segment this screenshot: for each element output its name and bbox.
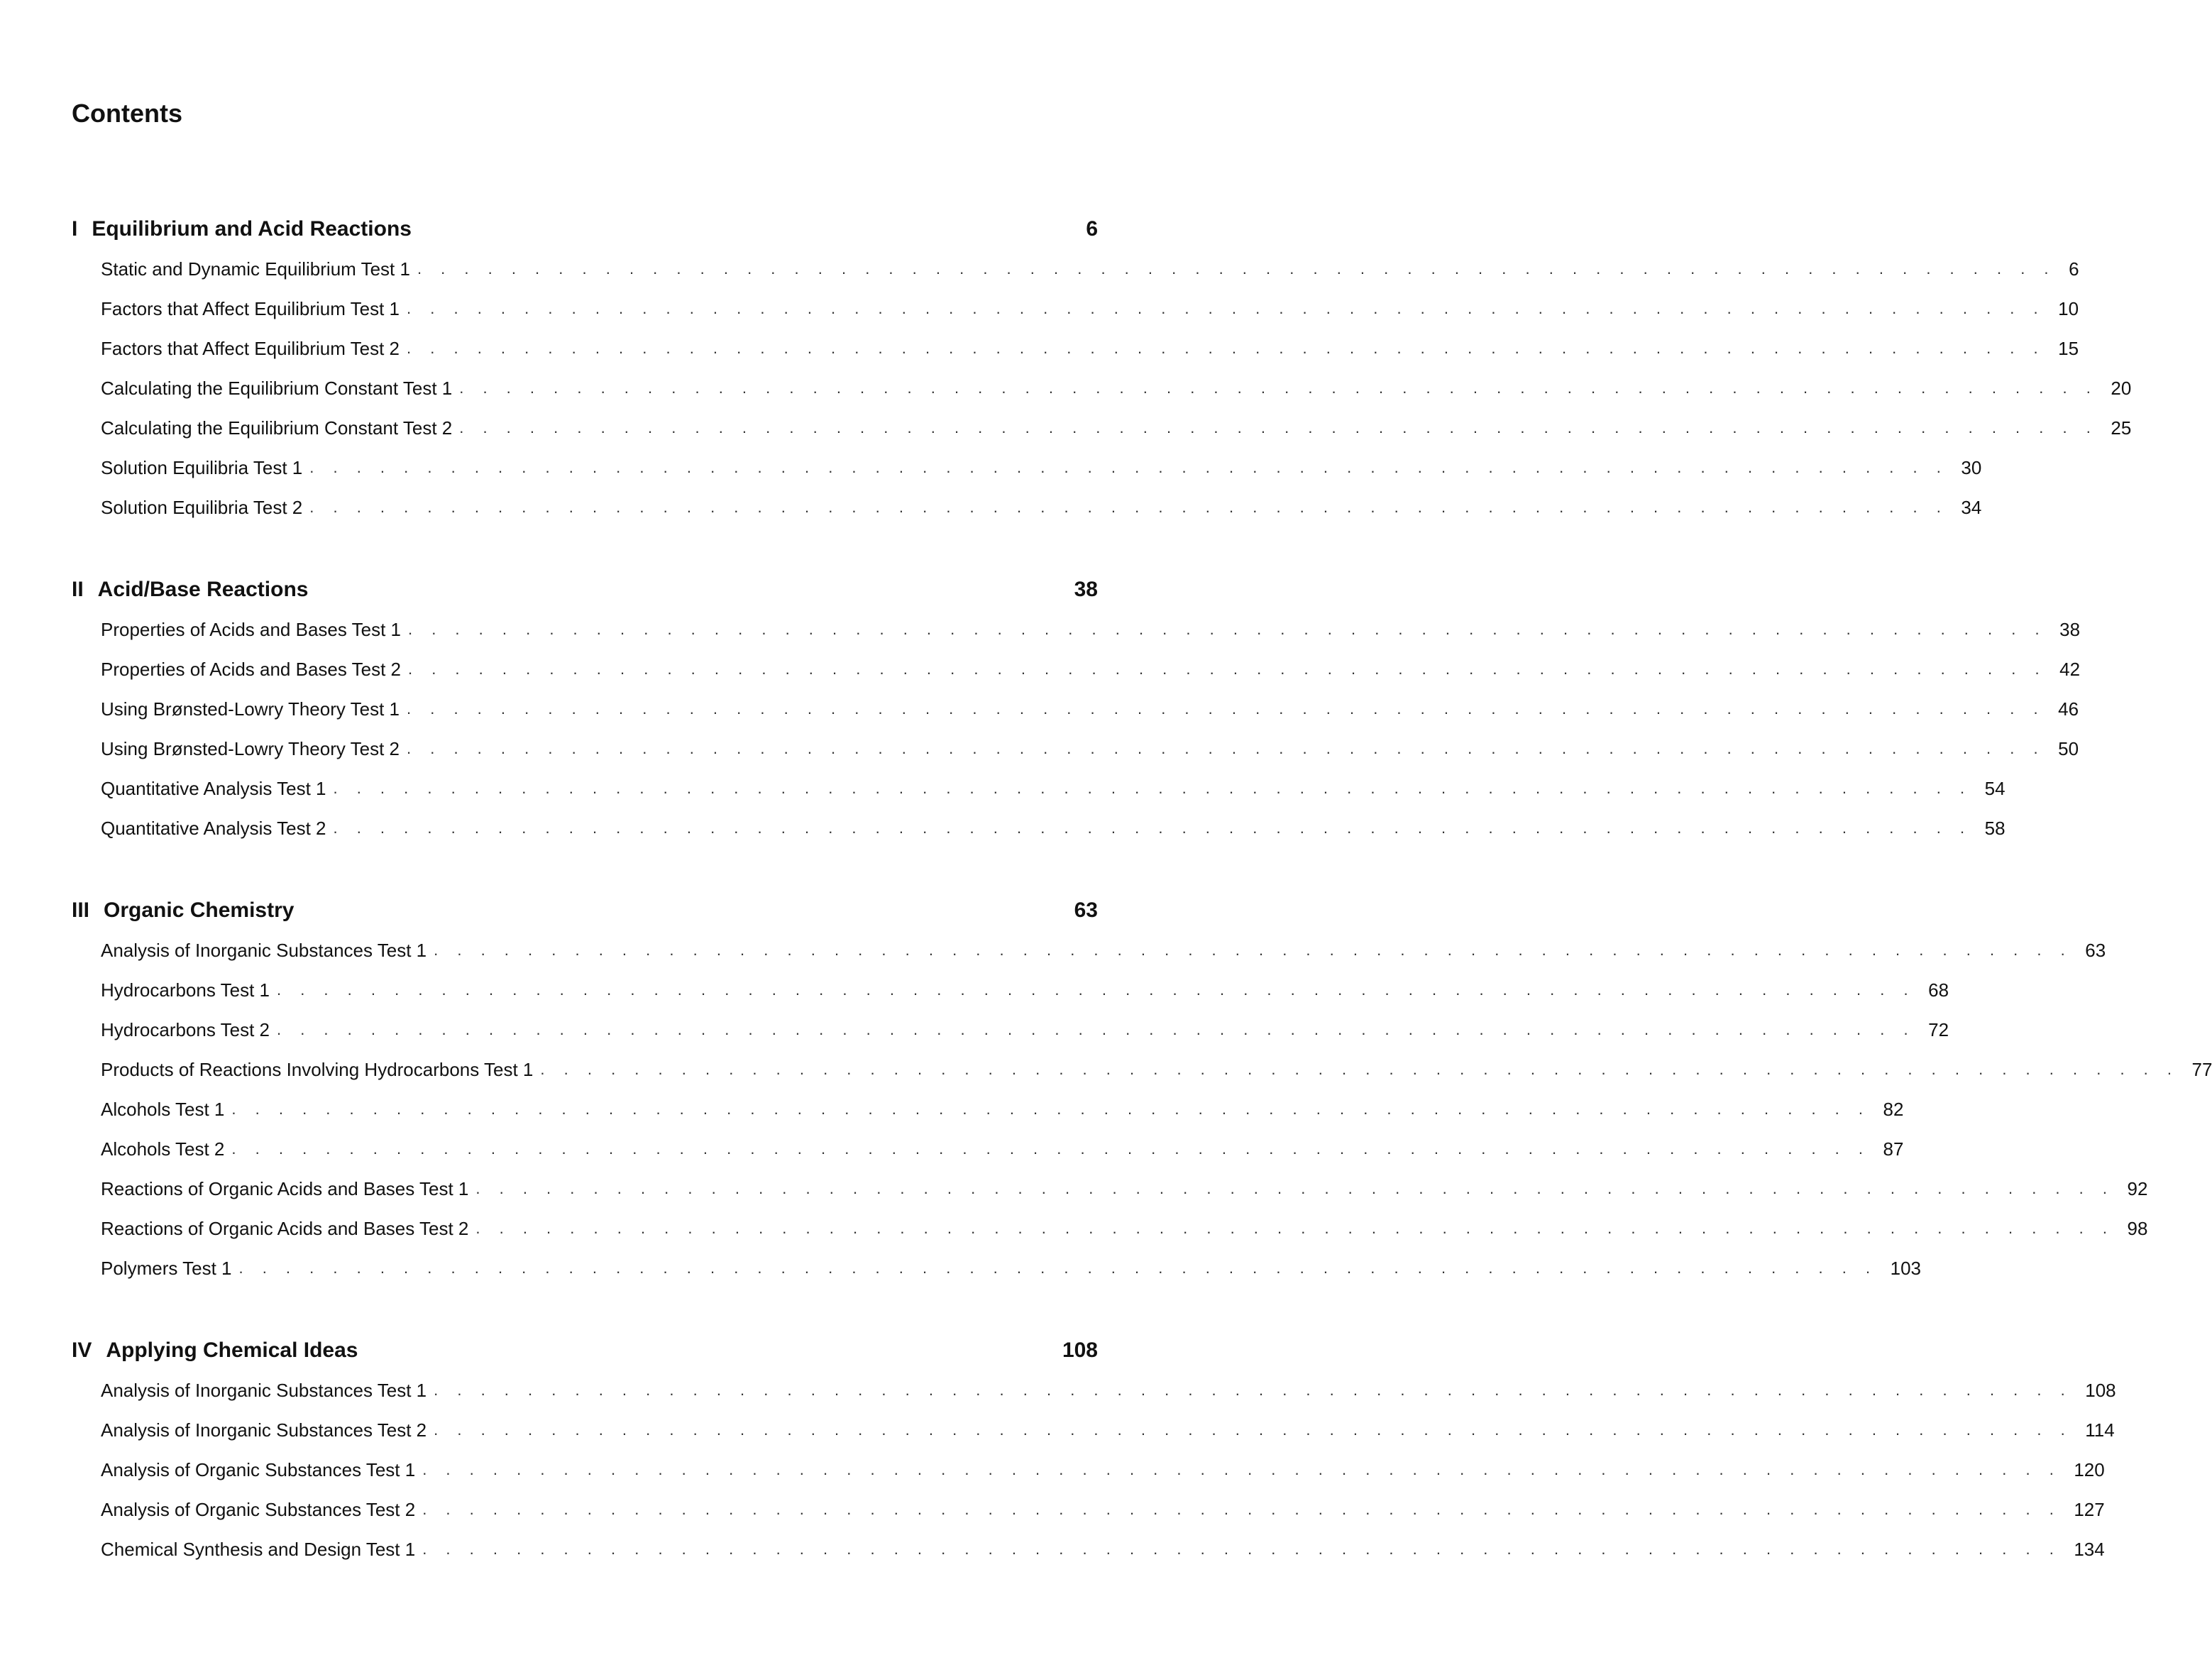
part-title: Applying Chemical Ideas (106, 1339, 358, 1362)
entry-title: Hydrocarbons Test 2 (101, 1018, 270, 1040)
entry-page-number: 20 (2111, 377, 2132, 399)
entry-title: Properties of Acids and Bases Test 1 (101, 618, 401, 640)
toc-part-1 (72, 209, 2132, 527)
entry-title: Hydrocarbons Test 1 (101, 979, 270, 1001)
toc-entry[interactable] (101, 329, 2079, 368)
toc-entry[interactable] (101, 610, 2081, 649)
toc-entry[interactable] (101, 1050, 2212, 1089)
entry-page-number: 114 (2085, 1419, 2115, 1441)
dot-leader: . . . . . . . . . . . . . . . . . . . . . . . . . . . . . . . . . . . . . . . . . . . . . . . . . . . . . . . . . . . . . . . . . . . . . . (333, 819, 1972, 837)
entry-page-number: 34 (1961, 496, 1982, 518)
toc-entry[interactable] (101, 1089, 1904, 1129)
toc-entry[interactable] (101, 1450, 2105, 1490)
entry-title: Products of Reactions Involving Hydrocarbons Test 1 (101, 1058, 534, 1080)
dot-leader: . . . . . . . . . . . . . . . . . . . . . . . . . . . . . . . . . . . . . . . . . . . . . . . . . . . . . . . . . . . . . . . . . . . . . . (231, 1100, 1871, 1118)
entry-title: Quantitative Analysis Test 1 (101, 777, 326, 799)
part-page-number: 38 (1074, 578, 1098, 601)
toc-entry[interactable] (101, 1248, 1921, 1288)
entry-page-number: 82 (1883, 1098, 1904, 1120)
dot-leader: . . . . . . . . . . . . . . . . . . . . . . . . . . . . . . . . . . . . . . . . . . . . . . . . . . . . . . . . . . . . . . . . . . . . . . (407, 299, 2046, 317)
dot-leader: . . . . . . . . . . . . . . . . . . . . . . . . . . . . . . . . . . . . . . . . . . . . . . . . . . . . . . . . . . . . . . . . . . . . . . (276, 981, 1916, 999)
entry-title: Analysis of Organic Substances Test 2 (101, 1498, 416, 1520)
dot-leader: . . . . . . . . . . . . . . . . . . . . . . . . . . . . . . . . . . . . . . . . . . . . . . . . . . . . . . . . . . . . . . . . . . . . . . (540, 1060, 2179, 1078)
toc-entry[interactable] (101, 808, 2005, 848)
dot-leader: . . . . . . . . . . . . . . . . . . . . . . . . . . . . . . . . . . . . . . . . . . . . . . . . . . . . . . . . . . . . . . . . . . . . . . (276, 1021, 1916, 1038)
dot-leader: . . . . . . . . . . . . . . . . . . . . . . . . . . . . . . . . . . . . . . . . . . . . . . . . . . . . . . . . . . . . . . . . . . . . . . (238, 1259, 1878, 1277)
entry-page-number: 63 (2085, 939, 2106, 961)
entry-page-number: 50 (2058, 737, 2079, 759)
entry-page-number: 42 (2059, 658, 2081, 680)
entry-page-number: 72 (1928, 1018, 1949, 1040)
dot-leader: . . . . . . . . . . . . . . . . . . . . . . . . . . . . . . . . . . . . . . . . . . . . . . . . . . . . . . . . . . . . . . . . . . . . . . (459, 419, 2098, 436)
entry-page-number: 30 (1961, 456, 1982, 478)
entry-title: Alcohols Test 2 (101, 1138, 225, 1160)
entry-title: Factors that Affect Equilibrium Test 2 (101, 337, 400, 359)
entry-title: Quantitative Analysis Test 2 (101, 817, 326, 839)
entry-page-number: 134 (2074, 1538, 2105, 1560)
toc-entry[interactable] (101, 1529, 2105, 1569)
toc-entry[interactable] (101, 448, 1982, 488)
part-title: Organic Chemistry (104, 898, 295, 922)
page-title: Contents (72, 99, 182, 128)
toc-part-2 (72, 570, 2081, 848)
entry-title: Chemical Synthesis and Design Test 1 (101, 1538, 416, 1560)
entry-title: Analysis of Inorganic Substances Test 1 (101, 939, 427, 961)
dot-leader: . . . . . . . . . . . . . . . . . . . . . . . . . . . . . . . . . . . . . . . . . . . . . . . . . . . . . . . . . . . . . . . . . . . . . . (422, 1461, 2062, 1478)
entry-title: Calculating the Equilibrium Constant Test 2 (101, 417, 453, 439)
entry-title: Solution Equilibria Test 1 (101, 456, 303, 478)
dot-leader: . . . . . . . . . . . . . . . . . . . . . . . . . . . . . . . . . . . . . . . . . . . . . . . . . . . . . . . . . . . . . . . . . . . . . . (434, 1381, 2073, 1399)
dot-leader: . . . . . . . . . . . . . . . . . . . . . . . . . . . . . . . . . . . . . . . . . . . . . . . . . . . . . . . . . . . . . . . . . . . . . . (422, 1540, 2062, 1558)
toc-entry[interactable] (101, 649, 2081, 689)
entry-title: Analysis of Organic Substances Test 1 (101, 1458, 416, 1480)
entry-title: Reactions of Organic Acids and Bases Test 1 (101, 1177, 469, 1199)
entry-title: Analysis of Inorganic Substances Test 1 (101, 1379, 427, 1401)
dot-leader: . . . . . . . . . . . . . . . . . . . . . . . . . . . . . . . . . . . . . . . . . . . . . . . . . . . . . . . . . . . . . . . . . . . . . . (407, 740, 2046, 757)
part-heading[interactable] (72, 570, 1098, 610)
part-heading[interactable] (72, 209, 1098, 249)
dot-leader: . . . . . . . . . . . . . . . . . . . . . . . . . . . . . . . . . . . . . . . . . . . . . . . . . . . . . . . . . . . . . . . . . . . . . . (407, 339, 2046, 357)
entry-title: Static and Dynamic Equilibrium Test 1 (101, 258, 410, 280)
part-page-number: 6 (1086, 217, 1098, 241)
part-number: I (72, 217, 78, 241)
entry-page-number: 108 (2085, 1379, 2116, 1401)
toc-entry[interactable] (101, 689, 2079, 729)
part-page-number: 63 (1074, 898, 1098, 922)
dot-leader: . . . . . . . . . . . . . . . . . . . . . . . . . . . . . . . . . . . . . . . . . . . . . . . . . . . . . . . . . . . . . . . . . . . . . . (459, 379, 2098, 397)
toc-entry[interactable] (101, 249, 2079, 289)
entry-page-number: 6 (2069, 258, 2079, 280)
dot-leader: . . . . . . . . . . . . . . . . . . . . . . . . . . . . . . . . . . . . . . . . . . . . . . . . . . . . . . . . . . . . . . . . . . . . . . (231, 1140, 1871, 1158)
entry-page-number: 98 (2127, 1217, 2148, 1239)
toc-entry[interactable] (101, 970, 1949, 1010)
entry-page-number: 77 (2191, 1058, 2212, 1080)
entry-title: Using Brønsted-Lowry Theory Test 1 (101, 698, 400, 720)
entry-page-number: 68 (1928, 979, 1949, 1001)
toc-entry[interactable] (101, 769, 2005, 808)
entry-page-number: 15 (2058, 337, 2079, 359)
entry-title: Using Brønsted-Lowry Theory Test 2 (101, 737, 400, 759)
part-title: Equilibrium and Acid Reactions (92, 217, 412, 241)
dot-leader: . . . . . . . . . . . . . . . . . . . . . . . . . . . . . . . . . . . . . . . . . . . . . . . . . . . . . . . . . . . . . . . . . . . . . . (417, 260, 2057, 277)
part-title: Acid/Base Reactions (97, 578, 309, 601)
dot-leader: . . . . . . . . . . . . . . . . . . . . . . . . . . . . . . . . . . . . . . . . . . . . . . . . . . . . . . . . . . . . . . . . . . . . . . (333, 779, 1972, 797)
dot-leader: . . . . . . . . . . . . . . . . . . . . . . . . . . . . . . . . . . . . . . . . . . . . . . . . . . . . . . . . . . . . . . . . . . . . . . (475, 1180, 2115, 1197)
part-page-number: 108 (1062, 1339, 1098, 1362)
entry-title: Calculating the Equilibrium Constant Test 1 (101, 377, 453, 399)
entry-title: Factors that Affect Equilibrium Test 1 (101, 297, 400, 319)
toc-entry[interactable] (101, 368, 2132, 408)
entry-page-number: 87 (1883, 1138, 1904, 1160)
toc-entry[interactable] (101, 1370, 2116, 1410)
part-number: IV (72, 1339, 92, 1362)
entry-page-number: 10 (2058, 297, 2079, 319)
toc-entry[interactable] (101, 488, 1982, 527)
entry-title: Solution Equilibria Test 2 (101, 496, 303, 518)
toc-entry[interactable] (101, 729, 2079, 769)
dot-leader: . . . . . . . . . . . . . . . . . . . . . . . . . . . . . . . . . . . . . . . . . . . . . . . . . . . . . . . . . . . . . . . . . . . . . . (422, 1500, 2062, 1518)
toc-entry[interactable] (101, 1129, 1904, 1169)
toc-entry[interactable] (101, 1410, 2115, 1450)
toc-entry[interactable] (101, 1209, 2148, 1248)
dot-leader: . . . . . . . . . . . . . . . . . . . . . . . . . . . . . . . . . . . . . . . . . . . . . . . . . . . . . . . . . . . . . . . . . . . . . . (475, 1219, 2115, 1237)
toc-part-3 (72, 891, 2212, 1288)
dot-leader: . . . . . . . . . . . . . . . . . . . . . . . . . . . . . . . . . . . . . . . . . . . . . . . . . . . . . . . . . . . . . . . . . . . . . . (309, 498, 1949, 516)
part-number: III (72, 898, 90, 922)
entry-page-number: 54 (1984, 777, 2005, 799)
entry-page-number: 127 (2074, 1498, 2105, 1520)
part-heading[interactable] (72, 891, 1098, 930)
entry-title: Properties of Acids and Bases Test 2 (101, 658, 401, 680)
toc-entry[interactable] (101, 930, 2106, 970)
dot-leader: . . . . . . . . . . . . . . . . . . . . . . . . . . . . . . . . . . . . . . . . . . . . . . . . . . . . . . . . . . . . . . . . . . . . . . (407, 660, 2047, 678)
entry-title: Reactions of Organic Acids and Bases Test 2 (101, 1217, 469, 1239)
toc-entry[interactable] (101, 1010, 1949, 1050)
entry-title: Alcohols Test 1 (101, 1098, 225, 1120)
entry-title: Polymers Test 1 (101, 1257, 232, 1279)
part-number: II (72, 578, 84, 601)
entry-page-number: 58 (1984, 817, 2005, 839)
dot-leader: . . . . . . . . . . . . . . . . . . . . . . . . . . . . . . . . . . . . . . . . . . . . . . . . . . . . . . . . . . . . . . . . . . . . . . (434, 1421, 2073, 1439)
dot-leader: . . . . . . . . . . . . . . . . . . . . . . . . . . . . . . . . . . . . . . . . . . . . . . . . . . . . . . . . . . . . . . . . . . . . . . (407, 700, 2046, 718)
dot-leader: . . . . . . . . . . . . . . . . . . . . . . . . . . . . . . . . . . . . . . . . . . . . . . . . . . . . . . . . . . . . . . . . . . . . . . (407, 620, 2047, 638)
toc-entry[interactable] (101, 1490, 2105, 1529)
entry-page-number: 38 (2059, 618, 2081, 640)
entry-page-number: 46 (2058, 698, 2079, 720)
entry-page-number: 92 (2127, 1177, 2148, 1199)
toc-part-4 (72, 1331, 2116, 1569)
toc-entry[interactable] (101, 289, 2079, 329)
entry-page-number: 25 (2111, 417, 2132, 439)
dot-leader: . . . . . . . . . . . . . . . . . . . . . . . . . . . . . . . . . . . . . . . . . . . . . . . . . . . . . . . . . . . . . . . . . . . . . . (309, 458, 1949, 476)
toc-entry[interactable] (101, 1169, 2148, 1209)
toc-entry[interactable] (101, 408, 2132, 448)
entry-page-number: 103 (1890, 1257, 1921, 1279)
part-heading[interactable] (72, 1331, 1098, 1370)
dot-leader: . . . . . . . . . . . . . . . . . . . . . . . . . . . . . . . . . . . . . . . . . . . . . . . . . . . . . . . . . . . . . . . . . . . . . . (434, 941, 2073, 959)
entry-title: Analysis of Inorganic Substances Test 2 (101, 1419, 427, 1441)
entry-page-number: 120 (2074, 1458, 2105, 1480)
